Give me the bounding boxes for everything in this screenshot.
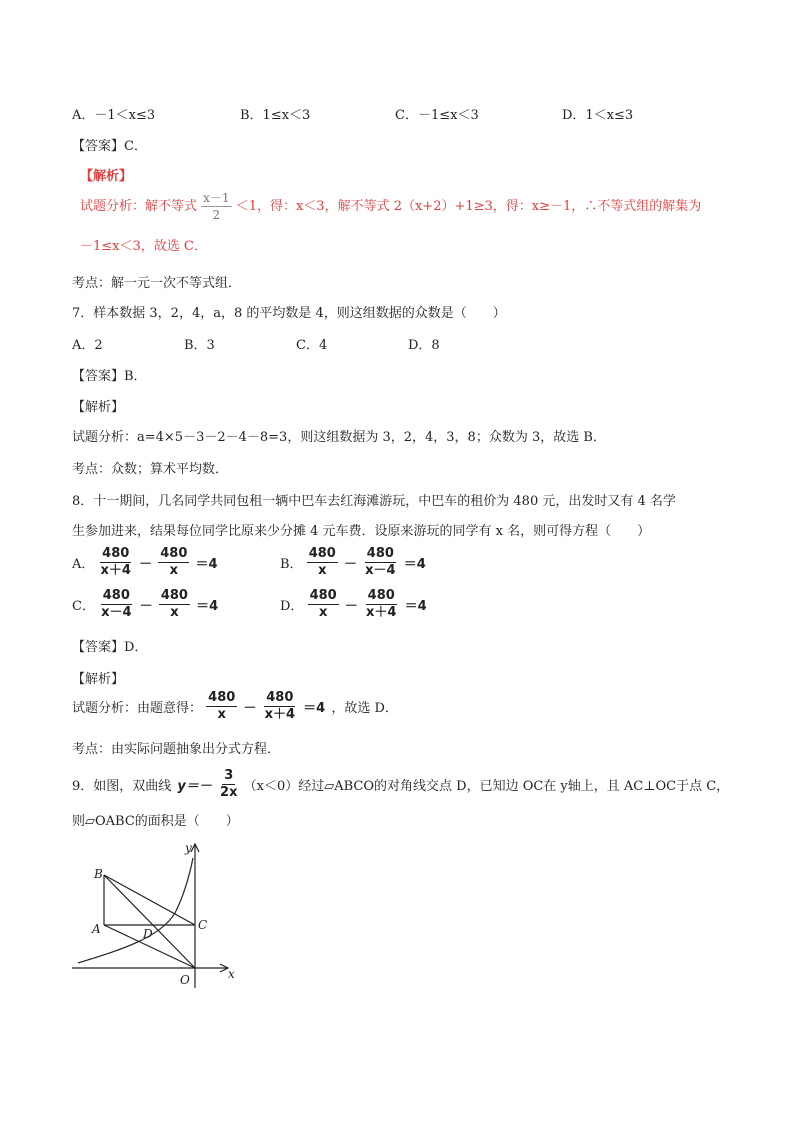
q8-a-num2: 480 (160, 546, 188, 561)
q8-an-num1: 480 (208, 690, 236, 705)
q8-d-frac2 (364, 588, 398, 621)
q7-analysis-label: 【解析】 (72, 400, 125, 415)
q8-stem-line2: 生参加进来，结果每位同学比原来少分摊 4 元车费．设原来游玩的同学有 x 名，则可得方程（ ） (72, 524, 651, 539)
q8-option-b (280, 546, 428, 579)
q8-analysis-pre: 试题分析：由题意得： (72, 701, 203, 716)
q8-stem-line1: 8．十一期间，几名同学共同包租一辆中巴车去红海滩游玩，中巴车的租价为 480 元，出发时又有 4 名学 (72, 494, 676, 509)
label-c: C (198, 918, 208, 932)
q8-a-den2: x (169, 563, 179, 578)
q8-an-den1: x (217, 707, 226, 722)
q8-option-a-label: A． (72, 557, 95, 572)
q6-fraction-den: 2 (212, 208, 221, 222)
q8-d-num2: 480 (367, 588, 395, 603)
q8-an-frac1 (206, 690, 237, 723)
q7-option-c: C．4 (296, 338, 328, 353)
q9-figure (60, 838, 250, 993)
q9-frac-num: 3 (224, 768, 234, 783)
q9-stem-line2: 则▱OABC的面积是（ ） (72, 814, 239, 829)
q8-d-frac1 (308, 588, 339, 621)
q8-c-eq: ＝4 (196, 599, 219, 614)
q6-option-c: C．－1≤x＜3 (395, 108, 479, 123)
q7-point: 考点：众数；算术平均数． (72, 462, 229, 477)
q8-option-a (72, 546, 220, 579)
diagonal-bo (104, 875, 195, 968)
q6-point: 考点：解一元一次不等式组． (72, 276, 242, 291)
label-x: x (228, 967, 235, 981)
q6-analysis-label: 【解析】 (80, 169, 133, 184)
q6-fraction-num: x－1 (203, 191, 230, 205)
label-o: O (180, 973, 190, 987)
q6-option-d: D．1＜x≤3 (562, 108, 634, 123)
label-a: A (92, 922, 101, 936)
q8-a-num1: 480 (102, 546, 130, 561)
q8-b-den1: x (318, 563, 327, 578)
q8-option-d (280, 588, 429, 621)
q8-b-frac2 (363, 546, 397, 579)
q6-fraction (201, 190, 231, 223)
q8-c-minus: － (139, 599, 153, 614)
q8-option-b-label: B． (280, 557, 303, 572)
q9-stem-post: （x＜0）经过▱ABCO的对角线交点 D，已知边 OC在 y轴上，且 AC⊥OC于点 C， (243, 779, 730, 794)
q8-an-minus: － (243, 701, 257, 716)
q6-answer: 【答案】C． (72, 139, 147, 154)
q8-option-d-label: D． (280, 599, 304, 614)
q9-stem-line1 (72, 768, 729, 801)
q8-answer: 【答案】D． (72, 640, 148, 655)
q8-b-eq: ＝4 (403, 557, 426, 572)
q8-b-minus: － (343, 557, 357, 572)
label-y: y (185, 841, 192, 855)
q6-analysis-line1 (80, 190, 701, 223)
label-b: B (94, 867, 103, 881)
q7-option-d: D．8 (408, 338, 440, 353)
q8-an-eq: ＝4 (303, 701, 326, 716)
q8-a-frac2 (158, 546, 189, 579)
q6-analysis-mid: ＜1，得：x＜3，解不等式 2（x+2）+1≥3，得：x≥－1，∴不等式组的解集为 (235, 199, 702, 214)
q8-c-num2: 480 (160, 588, 188, 603)
q9-y-eq: y＝－ (177, 779, 212, 794)
q8-d-num1: 480 (309, 588, 337, 603)
q7-option-b: B．3 (184, 338, 215, 353)
q7-stem: 7．样本数据 3，2，4，a，8 的平均数是 4，则这组数据的众数是（ ） (72, 306, 506, 321)
q6-analysis-pre: 试题分析：解不等式 (80, 199, 198, 214)
q6-analysis-line2: －1≤x＜3，故选 C． (80, 239, 207, 254)
q9-stem-pre: 9．如图，双曲线 (72, 779, 172, 794)
q7-answer: 【答案】B． (72, 369, 147, 384)
q8-b-frac1 (307, 546, 338, 579)
q7-analysis: 试题分析：a=4×5－3－2－4－8=3，则这组数据为 3，2，4，3，8；众数为 3，故选 B． (72, 430, 606, 445)
q8-point: 考点：由实际问题抽象出分式方程． (72, 742, 281, 757)
q8-analysis (72, 690, 398, 723)
q8-d-den2: x＋4 (366, 605, 397, 620)
q8-d-den1: x (318, 605, 328, 620)
q9-frac-den: 2x (220, 785, 238, 800)
q8-c-num1: 480 (102, 588, 130, 603)
q8-a-den1: x＋4 (100, 563, 131, 578)
q8-b-num2: 480 (366, 546, 394, 561)
q8-b-den2: x－4 (365, 563, 396, 578)
q8-c-den1: x－4 (101, 605, 132, 620)
q8-c-den2: x (170, 605, 179, 620)
q8-analysis-post: ，故选 D． (331, 701, 398, 716)
q8-an-den2: x＋4 (264, 707, 296, 722)
q9-fraction (218, 768, 239, 801)
q8-a-minus: － (139, 557, 153, 572)
q8-option-c (72, 588, 220, 621)
label-d: D (143, 927, 153, 941)
q8-analysis-label: 【解析】 (72, 672, 125, 687)
q8-an-frac2 (263, 690, 297, 723)
q8-option-c-label: C． (72, 599, 95, 614)
q8-a-frac1 (99, 546, 133, 579)
q7-option-a: A．2 (72, 338, 103, 353)
q8-d-eq: ＝4 (404, 599, 427, 614)
q8-a-eq: ＝4 (195, 557, 218, 572)
q8-d-minus: － (344, 599, 358, 614)
q8-an-num2: 480 (266, 690, 294, 705)
q6-option-b: B．1≤x＜3 (240, 108, 311, 123)
q6-option-a: A．－1＜x≤3 (72, 108, 156, 123)
q8-c-frac1 (99, 588, 133, 621)
q8-b-num1: 480 (308, 546, 336, 561)
q8-c-frac2 (159, 588, 190, 621)
